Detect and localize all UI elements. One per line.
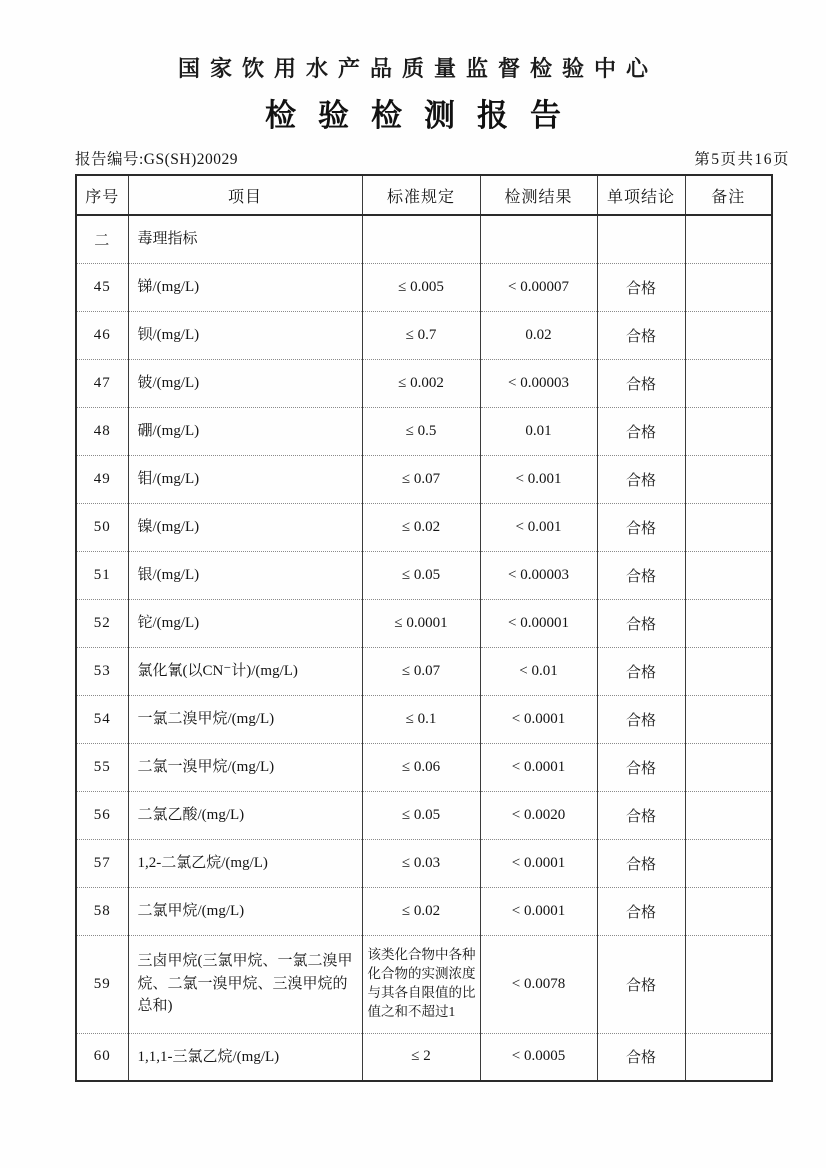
column-header-result: 检测结果 bbox=[480, 175, 597, 215]
cell-conclusion: 合格 bbox=[597, 407, 685, 455]
cell-conclusion: 合格 bbox=[597, 1033, 685, 1081]
page-indicator: 第5页共16页 bbox=[694, 151, 790, 168]
cell-standard: ≤ 0.0001 bbox=[362, 599, 480, 647]
cell-no: 45 bbox=[76, 263, 128, 311]
table-row bbox=[76, 455, 772, 503]
table-row bbox=[76, 695, 772, 743]
cell-item: 钼/(mg/L) bbox=[128, 455, 362, 503]
cell-item: 二氯甲烷/(mg/L) bbox=[128, 887, 362, 935]
cell-no: 59 bbox=[76, 935, 128, 1033]
cell-conclusion: 合格 bbox=[597, 743, 685, 791]
cell-standard: ≤ 0.7 bbox=[362, 311, 480, 359]
table-header-row bbox=[76, 175, 772, 215]
cell-result: < 0.0005 bbox=[480, 1033, 597, 1081]
cell-remark bbox=[685, 263, 772, 311]
cell-no: 47 bbox=[76, 359, 128, 407]
cell-conclusion: 合格 bbox=[597, 695, 685, 743]
cell-conclusion: 合格 bbox=[597, 551, 685, 599]
cell-standard: ≤ 0.07 bbox=[362, 647, 480, 695]
cell-item: 铍/(mg/L) bbox=[128, 359, 362, 407]
cell-standard: ≤ 0.05 bbox=[362, 551, 480, 599]
cell-no: 51 bbox=[76, 551, 128, 599]
cell-no: 57 bbox=[76, 839, 128, 887]
table-row bbox=[76, 311, 772, 359]
cell-no: 52 bbox=[76, 599, 128, 647]
cell-result: < 0.0001 bbox=[480, 695, 597, 743]
cell-conclusion: 合格 bbox=[597, 263, 685, 311]
cell-no: 50 bbox=[76, 503, 128, 551]
cell-remark bbox=[685, 887, 772, 935]
cell-item: 硼/(mg/L) bbox=[128, 407, 362, 455]
table-row bbox=[76, 263, 772, 311]
cell-standard: ≤ 0.5 bbox=[362, 407, 480, 455]
cell-no: 53 bbox=[76, 647, 128, 695]
cell-item: 二氯一溴甲烷/(mg/L) bbox=[128, 743, 362, 791]
cell-item: 氯化氰(以CN⁻计)/(mg/L) bbox=[128, 647, 362, 695]
cell-result: < 0.0001 bbox=[480, 839, 597, 887]
cell-item: 钡/(mg/L) bbox=[128, 311, 362, 359]
cell-conclusion: 合格 bbox=[597, 647, 685, 695]
cell-conclusion: 合格 bbox=[597, 599, 685, 647]
cell-conclusion: 合格 bbox=[597, 887, 685, 935]
cell-item: 毒理指标 bbox=[128, 215, 362, 263]
cell-result: < 0.00003 bbox=[480, 359, 597, 407]
cell-remark bbox=[685, 407, 772, 455]
cell-item: 银/(mg/L) bbox=[128, 551, 362, 599]
table-row bbox=[76, 743, 772, 791]
cell-remark bbox=[685, 695, 772, 743]
meta-row bbox=[75, 147, 790, 169]
cell-standard: ≤ 0.07 bbox=[362, 455, 480, 503]
table-row bbox=[76, 359, 772, 407]
cell-conclusion: 合格 bbox=[597, 359, 685, 407]
cell-no: 49 bbox=[76, 455, 128, 503]
cell-remark bbox=[685, 791, 772, 839]
cell-item: 一氯二溴甲烷/(mg/L) bbox=[128, 695, 362, 743]
cell-result: < 0.0001 bbox=[480, 743, 597, 791]
cell-remark bbox=[685, 503, 772, 551]
column-header-conclusion: 单项结论 bbox=[597, 175, 685, 215]
cell-standard: ≤ 0.005 bbox=[362, 263, 480, 311]
cell-standard bbox=[362, 215, 480, 263]
table-row bbox=[76, 551, 772, 599]
cell-remark bbox=[685, 455, 772, 503]
column-header-standard: 标准规定 bbox=[362, 175, 480, 215]
cell-result bbox=[480, 215, 597, 263]
cell-remark bbox=[685, 551, 772, 599]
cell-remark bbox=[685, 359, 772, 407]
cell-standard: ≤ 0.02 bbox=[362, 503, 480, 551]
cell-no: 46 bbox=[76, 311, 128, 359]
cell-no: 55 bbox=[76, 743, 128, 791]
cell-standard: ≤ 0.1 bbox=[362, 695, 480, 743]
cell-standard: ≤ 2 bbox=[362, 1033, 480, 1081]
table-row bbox=[76, 215, 772, 263]
cell-result: < 0.01 bbox=[480, 647, 597, 695]
results-table bbox=[75, 174, 773, 1082]
cell-result: < 0.0001 bbox=[480, 887, 597, 935]
cell-no: 54 bbox=[76, 695, 128, 743]
cell-remark bbox=[685, 599, 772, 647]
cell-result: < 0.001 bbox=[480, 503, 597, 551]
cell-conclusion: 合格 bbox=[597, 455, 685, 503]
cell-result: < 0.0078 bbox=[480, 935, 597, 1033]
cell-standard: ≤ 0.06 bbox=[362, 743, 480, 791]
column-header-item: 项目 bbox=[128, 175, 362, 215]
cell-no: 48 bbox=[76, 407, 128, 455]
cell-standard: ≤ 0.02 bbox=[362, 887, 480, 935]
cell-remark bbox=[685, 935, 772, 1033]
table-row bbox=[76, 407, 772, 455]
cell-standard: 该类化合物中各种化合物的实测浓度与其各自限值的比值之和不超过1 bbox=[362, 935, 480, 1033]
cell-item: 铊/(mg/L) bbox=[128, 599, 362, 647]
cell-result: < 0.00007 bbox=[480, 263, 597, 311]
table-row bbox=[76, 647, 772, 695]
cell-remark bbox=[685, 647, 772, 695]
cell-remark bbox=[685, 311, 772, 359]
cell-remark bbox=[685, 743, 772, 791]
cell-result: 0.01 bbox=[480, 407, 597, 455]
doc-title: 检验检测报告 bbox=[265, 98, 583, 133]
cell-item: 1,1,1-三氯乙烷/(mg/L) bbox=[128, 1033, 362, 1081]
cell-result: 0.02 bbox=[480, 311, 597, 359]
org-title: 国家饮用水产品质量监督检验中心 bbox=[177, 56, 658, 81]
cell-result: < 0.00001 bbox=[480, 599, 597, 647]
cell-no: 60 bbox=[76, 1033, 128, 1081]
cell-item: 锑/(mg/L) bbox=[128, 263, 362, 311]
table-row bbox=[76, 599, 772, 647]
cell-result: < 0.00003 bbox=[480, 551, 597, 599]
report-number: 报告编号:GS(SH)20029 bbox=[75, 151, 239, 168]
cell-no: 58 bbox=[76, 887, 128, 935]
cell-result: < 0.001 bbox=[480, 455, 597, 503]
cell-conclusion bbox=[597, 215, 685, 263]
cell-item: 镍/(mg/L) bbox=[128, 503, 362, 551]
table-row bbox=[76, 839, 772, 887]
cell-conclusion: 合格 bbox=[597, 935, 685, 1033]
table-row bbox=[76, 935, 772, 1033]
table-row bbox=[76, 503, 772, 551]
cell-item: 1,2-二氯乙烷/(mg/L) bbox=[128, 839, 362, 887]
cell-no: 二 bbox=[76, 215, 128, 263]
cell-conclusion: 合格 bbox=[597, 503, 685, 551]
column-header-no: 序号 bbox=[76, 175, 128, 215]
table-row bbox=[76, 791, 772, 839]
cell-remark bbox=[685, 215, 772, 263]
cell-item: 三卤甲烷(三氯甲烷、一氯二溴甲烷、二氯一溴甲烷、三溴甲烷的总和) bbox=[128, 935, 362, 1033]
cell-remark bbox=[685, 839, 772, 887]
column-header-remark: 备注 bbox=[685, 175, 772, 215]
cell-no: 56 bbox=[76, 791, 128, 839]
cell-standard: ≤ 0.002 bbox=[362, 359, 480, 407]
cell-remark bbox=[685, 1033, 772, 1081]
cell-result: < 0.0020 bbox=[480, 791, 597, 839]
cell-standard: ≤ 0.05 bbox=[362, 791, 480, 839]
table-row bbox=[76, 1033, 772, 1081]
cell-conclusion: 合格 bbox=[597, 791, 685, 839]
cell-conclusion: 合格 bbox=[597, 839, 685, 887]
table-row bbox=[76, 887, 772, 935]
cell-item: 二氯乙酸/(mg/L) bbox=[128, 791, 362, 839]
cell-conclusion: 合格 bbox=[597, 311, 685, 359]
cell-standard: ≤ 0.03 bbox=[362, 839, 480, 887]
